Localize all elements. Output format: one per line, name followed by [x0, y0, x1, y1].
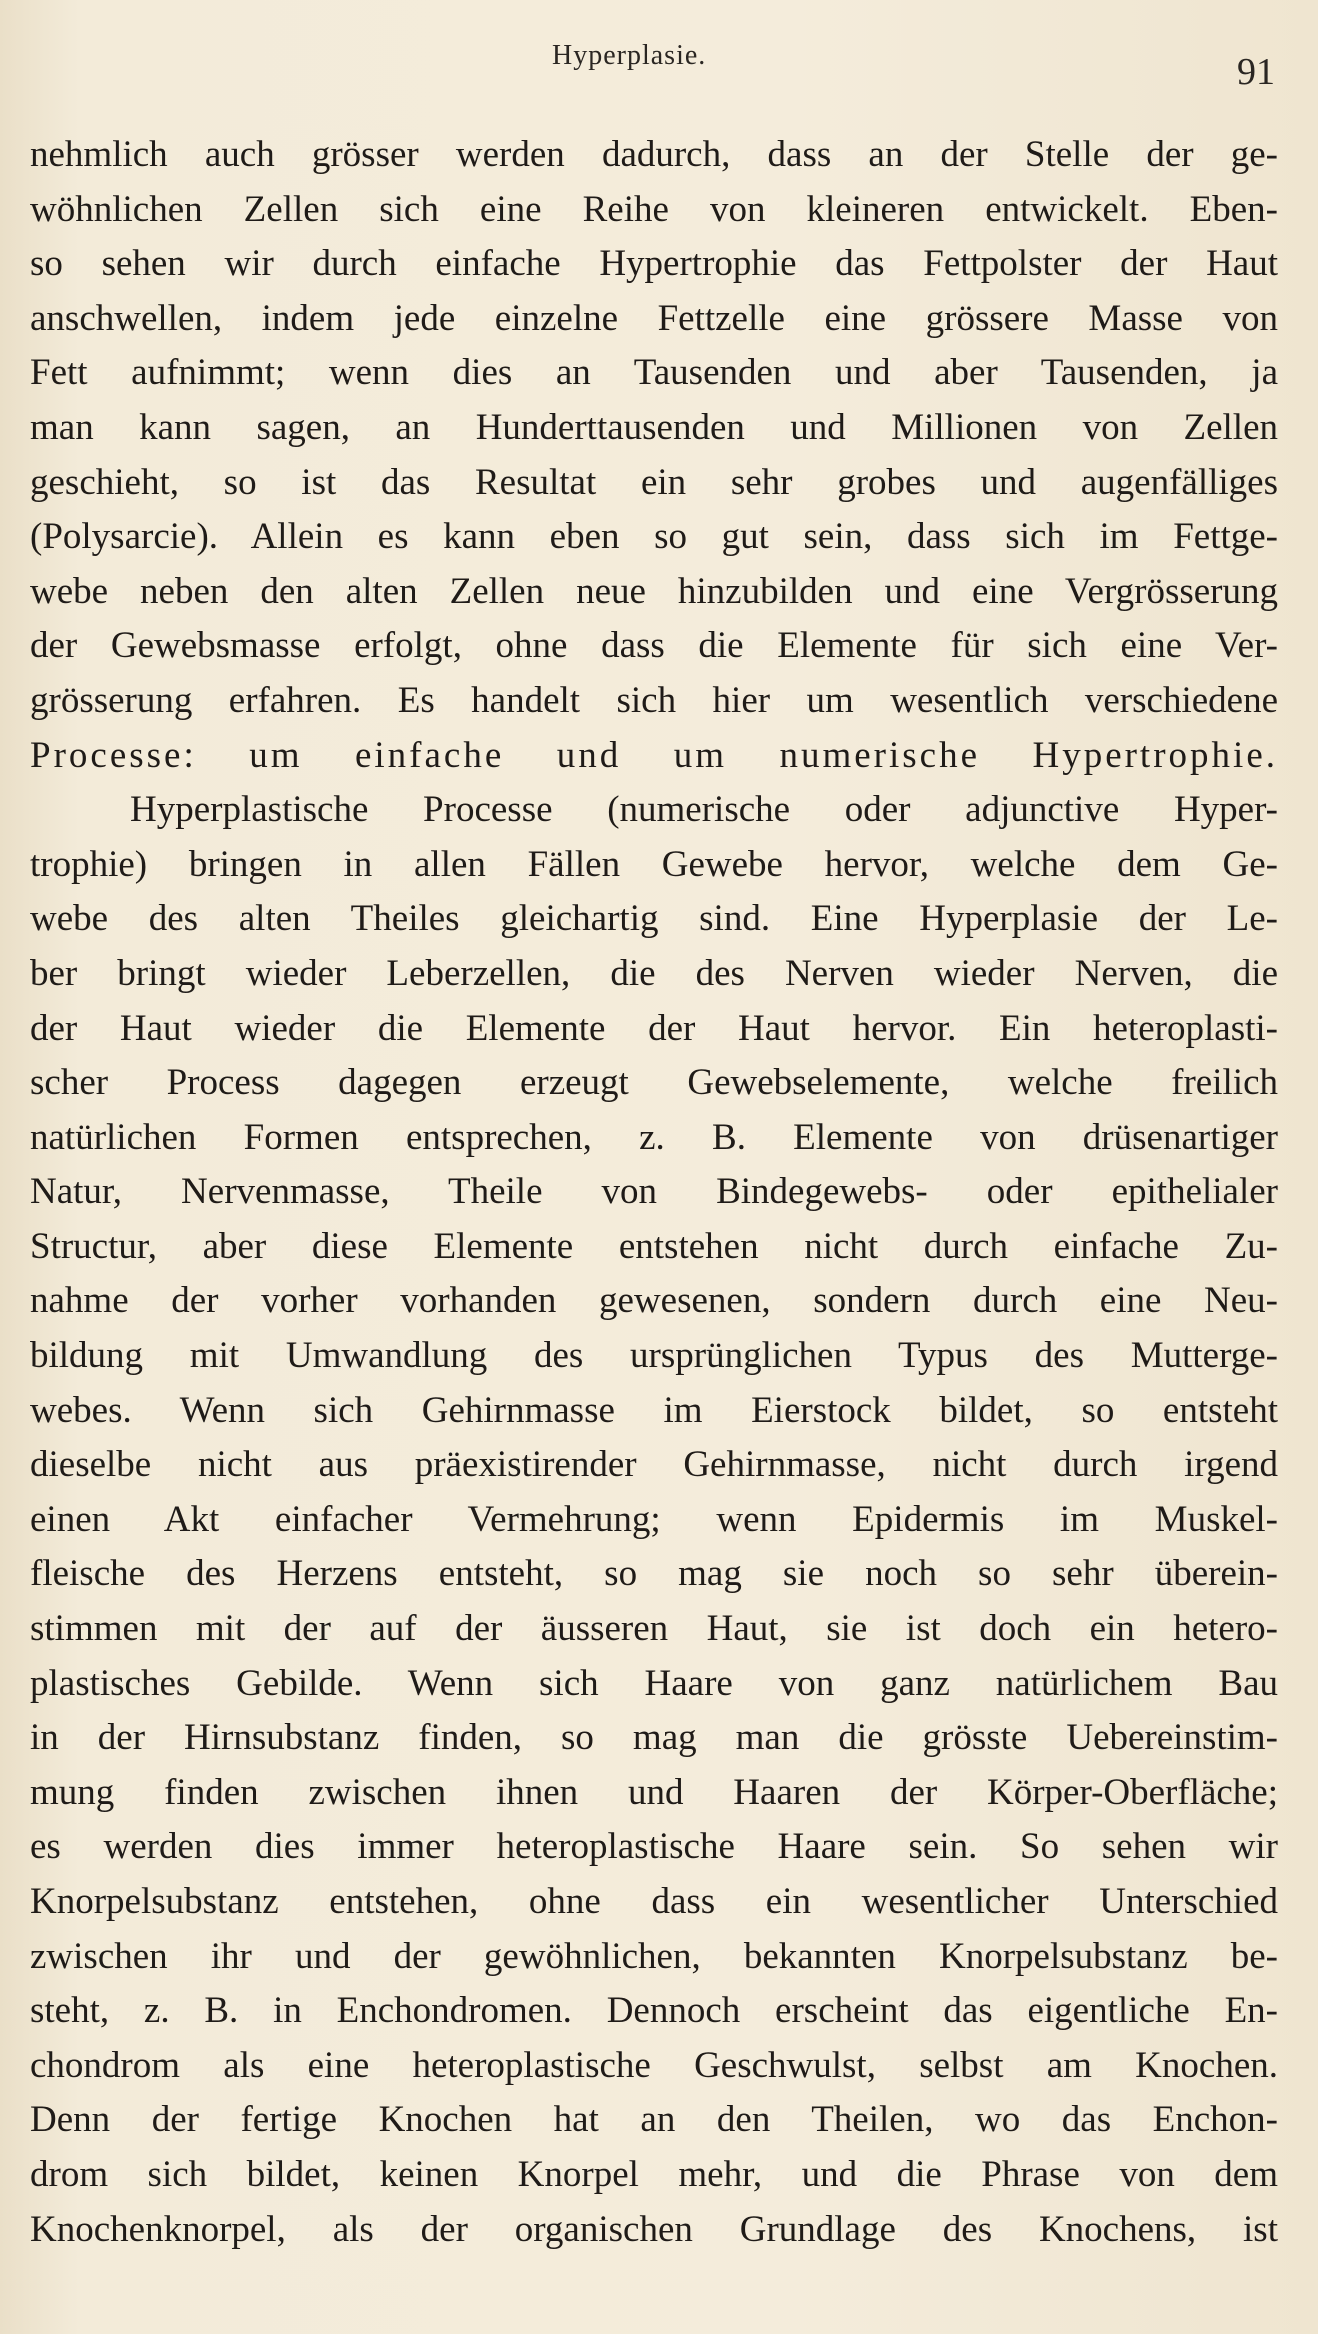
text-line: plastisches Gebilde. Wenn sich Haare von ganz natürlichem Bau — [30, 1662, 1278, 1704]
text-line: anschwellen, indem jede einzelne Fettzelle eine grössere Masse von — [30, 297, 1278, 339]
text-line: Fett aufnimmt; wenn dies an Tausenden und aber Tausenden, ja — [30, 352, 1278, 394]
text-line: Structur, aber diese Elemente entstehen nicht durch einfache Zu- — [30, 1225, 1278, 1267]
text-line: grösserung erfahren. Es handelt sich hier um wesentlich verschiedene — [30, 679, 1278, 721]
text-line: Denn der fertige Knochen hat an den Theilen, wo das Enchon- — [30, 2099, 1278, 2141]
paragraph-start-line: Hyperplastische Processe (numerische oder adjunctive Hyper- — [130, 789, 1278, 831]
text-line: scher Process dagegen erzeugt Gewebselemente, welche freilich — [30, 1062, 1278, 1104]
text-line: Knorpelsubstanz entstehen, ohne dass ein wesentlicher Unterschied — [30, 1881, 1278, 1922]
text-line: ber bringt wieder Leberzellen, die des Nerven wieder Nerven, die — [30, 952, 1278, 994]
text-line: nahme der vorher vorhanden gewesenen, sondern durch eine Neu- — [30, 1280, 1278, 1322]
text-line: in der Hirnsubstanz finden, so mag man die grösste Uebereinstim- — [30, 1717, 1278, 1759]
text-line: chondrom als eine heteroplastische Geschwulst, selbst am Knochen. — [30, 2044, 1278, 2086]
text-line: einen Akt einfacher Vermehrung; wenn Epidermis im Muskel- — [30, 1498, 1278, 1540]
text-line: Knochenknorpel, als der organischen Grundlage des Knochens, ist — [30, 2208, 1278, 2250]
text-line: Natur, Nervenmasse, Theile von Bindegewebs- oder epithelialer — [30, 1171, 1278, 1213]
text-line: der Haut wieder die Elemente der Haut hervor. Ein heteroplasti- — [30, 1007, 1278, 1049]
text-line: nehmlich auch grösser werden dadurch, dass an der Stelle der ge- — [30, 134, 1278, 175]
text-line: webe des alten Theiles gleichartig sind. Eine Hyperplasie der Le- — [30, 898, 1278, 940]
text-line: natürlichen Formen entsprechen, z. B. Elemente von drüsenartiger — [30, 1116, 1278, 1158]
text-line: (Polysarcie). Allein es kann eben so gut sein, dass sich im Fettge- — [30, 516, 1278, 558]
text-line: geschieht, so ist das Resultat ein sehr grobes und augenfälliges — [30, 461, 1278, 503]
text-line: bildung mit Umwandlung des ursprünglichen Typus des Mutterge- — [30, 1335, 1278, 1377]
text-line: es werden dies immer heteroplastische Haare sein. So sehen wir — [30, 1826, 1278, 1868]
text-line: dieselbe nicht aus präexistirender Gehirnmasse, nicht durch irgend — [30, 1444, 1278, 1486]
text-line-emphasis: Processe: um einfache und um numerische Hypertrophie. — [30, 734, 1278, 776]
text-line: man kann sagen, an Hunderttausenden und Millionen von Zellen — [30, 406, 1278, 448]
text-line: fleische des Herzens entsteht, so mag sie noch so sehr überein- — [30, 1553, 1278, 1595]
text-line: webes. Wenn sich Gehirnmasse im Eierstock bildet, so entsteht — [30, 1389, 1278, 1431]
text-line: steht, z. B. in Enchondromen. Dennoch erscheint das eigentliche En- — [30, 1990, 1278, 2032]
text-line: stimmen mit der auf der äusseren Haut, sie ist doch ein hetero- — [30, 1608, 1278, 1650]
running-head: Hyperplasie. — [552, 40, 707, 71]
page-number: 91 — [1237, 51, 1275, 93]
body-text — [30, 128, 1278, 2257]
text-line: drom sich bildet, keinen Knorpel mehr, und die Phrase von dem — [30, 2153, 1278, 2195]
text-line: trophie) bringen in allen Fällen Gewebe hervor, welche dem Ge- — [30, 843, 1278, 885]
text-line: mung finden zwischen ihnen und Haaren der Körper-Oberfläche; — [30, 1771, 1278, 1813]
text-line: webe neben den alten Zellen neue hinzubilden und eine Vergrösserung — [30, 570, 1278, 612]
text-line: so sehen wir durch einfache Hypertrophie das Fettpolster der Haut — [30, 243, 1278, 285]
text-line: wöhnlichen Zellen sich eine Reihe von kleineren entwickelt. Eben- — [30, 188, 1278, 230]
text-line: zwischen ihr und der gewöhnlichen, bekannten Knorpelsubstanz be- — [30, 1935, 1278, 1977]
text-line: der Gewebsmasse erfolgt, ohne dass die Elemente für sich eine Ver- — [30, 625, 1278, 667]
